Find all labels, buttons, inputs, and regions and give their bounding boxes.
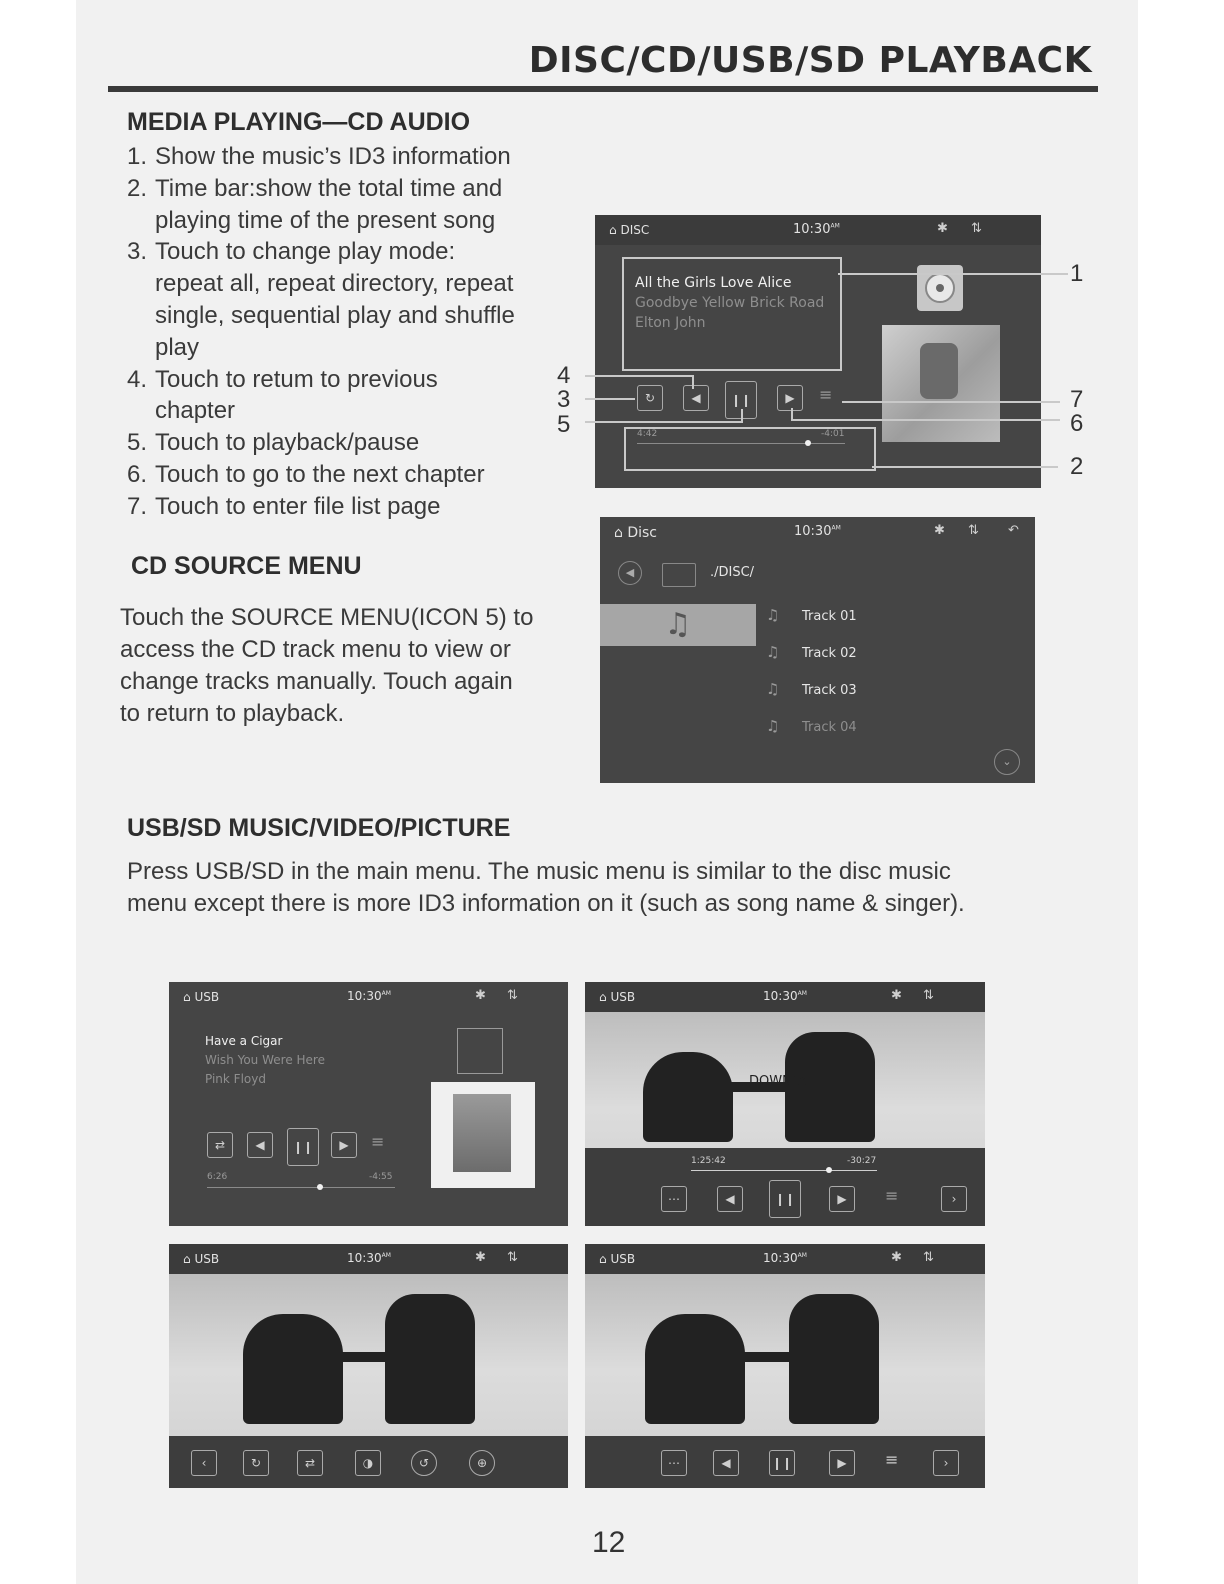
status-bar <box>169 982 568 1012</box>
picture-controls <box>169 1436 568 1488</box>
menu-grid-button[interactable]: ⋯ <box>661 1450 687 1476</box>
equalizer-icon[interactable]: ⇅ <box>507 1250 518 1265</box>
file-list-button[interactable]: ≡ <box>371 1132 385 1151</box>
cd-audio-list-item <box>127 459 567 491</box>
clock: $10:30^{AM}$ <box>347 989 391 1003</box>
previous-button[interactable]: ◀ <box>247 1132 273 1158</box>
text-line: change tracks manually. Touch again <box>120 668 513 695</box>
equalizer-icon[interactable]: ⇅ <box>923 1250 934 1265</box>
callout-line-5-drop <box>741 409 743 423</box>
shuffle-button[interactable]: ⇄ <box>297 1450 323 1476</box>
back-icon[interactable]: ◀ <box>618 561 642 585</box>
track-row[interactable] <box>766 642 1006 679</box>
list-item-text: Show the music’s ID3 information <box>155 143 511 170</box>
music-category-icon[interactable]: ♫ <box>600 604 756 646</box>
zoom-icon[interactable]: ⊕ <box>469 1450 495 1476</box>
equalizer-icon[interactable]: ⇅ <box>507 988 518 1003</box>
folder-icon <box>662 563 696 587</box>
play-pause-button[interactable]: ❙❙ <box>287 1128 319 1166</box>
scroll-down-icon[interactable]: ⌄ <box>994 749 1020 775</box>
track-row[interactable] <box>766 605 1006 642</box>
list-item-number: 5. <box>127 429 148 457</box>
music-note-icon: ♫ <box>766 717 780 735</box>
cd-source-heading: CD SOURCE MENU <box>131 552 362 580</box>
usb-music-screen <box>169 982 568 1226</box>
album-art <box>882 325 1000 442</box>
status-bar <box>600 517 1035 547</box>
usb-picture-screen <box>169 1244 568 1488</box>
song-title: Have a Cigar <box>205 1034 283 1048</box>
shuffle-button[interactable]: ⇄ <box>207 1132 233 1158</box>
file-list-button[interactable]: ≡ <box>885 1450 899 1469</box>
callout-line-2 <box>872 466 1058 468</box>
track-name: Track 04 <box>802 720 857 735</box>
bluetooth-icon[interactable]: ✱ <box>891 1250 902 1265</box>
elapsed-time: 4:42 <box>637 429 658 439</box>
music-note-icon: ♫ <box>766 680 780 698</box>
text-line: to return to playback. <box>120 700 345 727</box>
list-item-number: 6. <box>127 460 148 488</box>
video-controls <box>585 1436 985 1488</box>
cd-audio-list-item <box>127 141 567 173</box>
song-title: All the Girls Love Alice <box>635 275 792 291</box>
album-name: Wish You Were Here <box>205 1053 325 1067</box>
disc-playback-screen <box>595 215 1041 488</box>
callout-4: 4 <box>557 362 571 389</box>
cd-source-text <box>120 602 580 730</box>
brightness-button[interactable]: ◑ <box>355 1450 381 1476</box>
status-bar <box>585 1244 985 1274</box>
source-label: ⌂ USB <box>183 1252 220 1266</box>
usb-video-screen <box>585 982 985 1226</box>
next-button[interactable]: ▶ <box>777 385 803 411</box>
callout-2: 2 <box>1070 453 1084 480</box>
list-item-number: 4. <box>127 365 148 393</box>
album-art <box>431 1082 535 1188</box>
source-label: ⌂ DISC <box>609 223 650 237</box>
callout-line-6-drop <box>791 408 793 421</box>
clock: $10:30^{AM}$ <box>794 524 841 539</box>
callout-box-2 <box>624 427 876 471</box>
callout-1: 1 <box>1070 260 1084 287</box>
text-line: Touch the SOURCE MENU(ICON 5) to <box>120 604 534 631</box>
music-note-icon: ♫ <box>766 606 780 624</box>
cd-audio-list-item <box>127 236 567 363</box>
track-list <box>766 605 1006 753</box>
previous-button[interactable]: ◀ <box>717 1186 743 1212</box>
equalizer-icon[interactable]: ⇅ <box>923 988 934 1003</box>
video-title: DOWNFALL <box>749 1074 822 1089</box>
time-bar[interactable] <box>691 1170 877 1171</box>
usb-sd-heading: USB/SD MUSIC/VIDEO/PICTURE <box>127 814 511 842</box>
status-bar <box>585 982 985 1012</box>
home-icon[interactable]: ⌂ <box>614 525 623 541</box>
text-line: access the CD track menu to view or <box>120 636 511 663</box>
home-icon[interactable]: ⌂ <box>609 223 617 237</box>
text-line: menu except there is more ID3 information on it (such as song name & singer). <box>127 890 965 917</box>
return-icon[interactable]: ↶ <box>1008 523 1019 538</box>
clock: $10:30^{AM}$ <box>347 1251 391 1265</box>
source-label: ⌂ USB <box>183 990 220 1004</box>
file-list-button[interactable]: ≡ <box>885 1186 899 1205</box>
disc-list-screen <box>600 517 1035 783</box>
source-label: ⌂ USB <box>599 1252 636 1266</box>
play-mode-button[interactable]: ↻ <box>637 385 663 411</box>
folder-path: ./DISC/ <box>710 565 755 580</box>
bluetooth-icon[interactable]: ✱ <box>475 988 486 1003</box>
previous-button[interactable]: ◀ <box>683 385 709 411</box>
forward-page-button[interactable]: › <box>941 1186 967 1212</box>
cd-audio-list-item <box>127 173 567 237</box>
play-pause-button[interactable]: ❙❙ <box>769 1450 795 1476</box>
time-bar-knob[interactable] <box>317 1184 323 1190</box>
play-pause-button[interactable]: ❙❙ <box>725 381 757 419</box>
usb-video-controls-screen <box>585 1244 985 1488</box>
callout-7: 7 <box>1070 386 1084 413</box>
artist-name: Pink Floyd <box>205 1072 266 1086</box>
cd-audio-heading: MEDIA PLAYING—CD AUDIO <box>127 108 471 136</box>
next-button[interactable]: ▶ <box>331 1132 357 1158</box>
callout-6: 6 <box>1070 410 1084 437</box>
callout-line-5 <box>585 421 743 423</box>
cd-audio-list-item <box>127 427 567 459</box>
equalizer-icon[interactable]: ⇅ <box>968 523 979 538</box>
track-name: Track 03 <box>802 683 857 698</box>
track-row[interactable] <box>766 679 1006 716</box>
cd-audio-list <box>127 141 567 523</box>
time-bar-knob[interactable] <box>826 1167 832 1173</box>
list-item-text: Touch to enter file list page <box>155 492 441 520</box>
callout-box-1 <box>622 257 842 371</box>
callout-line-1 <box>838 273 1068 275</box>
elapsed-time: 6:26 <box>207 1172 228 1182</box>
next-button[interactable]: ▶ <box>829 1450 855 1476</box>
source-label: ⌂ Disc <box>614 525 658 541</box>
remaining-time: -4:01 <box>821 429 845 439</box>
clock: $10:30^{AM}$ <box>793 222 840 237</box>
repeat-button[interactable]: ↻ <box>243 1450 269 1476</box>
file-list-button[interactable]: ≡ <box>819 385 833 404</box>
callout-line-4 <box>585 375 693 377</box>
elapsed-time: 1:25:42 <box>691 1156 726 1166</box>
bluetooth-icon[interactable]: ✱ <box>891 988 902 1003</box>
disc-icon <box>917 265 963 311</box>
remaining-time: -4:55 <box>369 1172 393 1182</box>
list-item-number: 2. <box>127 174 148 202</box>
track-name: Track 01 <box>802 609 857 624</box>
text-line: Press USB/SD in the main menu. The music menu is similar to the disc music <box>127 858 951 885</box>
track-name: Track 02 <box>802 646 857 661</box>
status-bar <box>169 1244 568 1274</box>
callout-3: 3 <box>557 386 571 413</box>
next-button[interactable]: ▶ <box>829 1186 855 1212</box>
list-item-text: Touch to retum to previous chapter <box>155 365 438 425</box>
usb-sd-text <box>127 856 1067 920</box>
home-icon[interactable]: ⌂ <box>183 1252 191 1266</box>
list-item-text: Touch to go to the next chapter <box>155 460 485 488</box>
clock: $10:30^{AM}$ <box>763 1251 807 1265</box>
previous-page-button[interactable]: ‹ <box>191 1450 217 1476</box>
track-row[interactable] <box>766 716 1006 753</box>
equalizer-icon[interactable]: ⇅ <box>971 221 982 236</box>
list-item-number: 7. <box>127 492 148 520</box>
forward-page-button[interactable]: › <box>933 1450 959 1476</box>
callout-5: 5 <box>557 411 571 438</box>
artist-name: Elton John <box>635 315 706 331</box>
title-rule <box>108 86 1098 92</box>
callout-line-7 <box>842 401 1060 403</box>
page-title: DISC/CD/USB/SD PLAYBACK <box>528 40 1092 81</box>
album-name: Goodbye Yellow Brick Road <box>635 295 825 311</box>
bluetooth-icon[interactable]: ✱ <box>937 221 948 236</box>
music-note-icon: ♫ <box>766 643 780 661</box>
callout-line-6 <box>792 419 1060 421</box>
callout-line-3 <box>585 398 635 400</box>
time-bar[interactable] <box>207 1187 395 1188</box>
list-item-number: 1. <box>127 143 148 170</box>
home-icon[interactable]: ⌂ <box>599 1252 607 1266</box>
id3-info <box>205 1032 325 1089</box>
list-item-number: 3. <box>127 238 148 266</box>
list-item-text: Touch to change play mode: repeat all, repeat directory, repeat single, sequential play and shuffle play <box>155 238 515 361</box>
page-number: 12 <box>592 1526 626 1559</box>
status-bar <box>595 215 1041 245</box>
home-icon[interactable]: ⌂ <box>599 990 607 1004</box>
list-item-text: Touch to playback/pause <box>155 429 420 457</box>
source-label: ⌂ USB <box>599 990 636 1004</box>
previous-button[interactable]: ◀ <box>713 1450 739 1476</box>
bluetooth-icon[interactable]: ✱ <box>934 523 945 538</box>
list-item-text: Time bar:show the total time and playing time of the present song <box>155 174 503 234</box>
usb-icon <box>457 1028 503 1074</box>
cd-audio-list-item <box>127 491 567 523</box>
home-icon[interactable]: ⌂ <box>183 990 191 1004</box>
bluetooth-icon[interactable]: ✱ <box>475 1250 486 1265</box>
play-pause-button[interactable]: ❙❙ <box>769 1180 801 1218</box>
callout-line-4-drop <box>692 375 694 389</box>
clock: $10:30^{AM}$ <box>763 989 807 1003</box>
menu-grid-button[interactable]: ⋯ <box>661 1186 687 1212</box>
video-controls <box>585 1148 985 1226</box>
cd-audio-list-item <box>127 364 567 428</box>
remaining-time: -30:27 <box>847 1156 877 1166</box>
rotate-button[interactable]: ↺ <box>411 1450 437 1476</box>
